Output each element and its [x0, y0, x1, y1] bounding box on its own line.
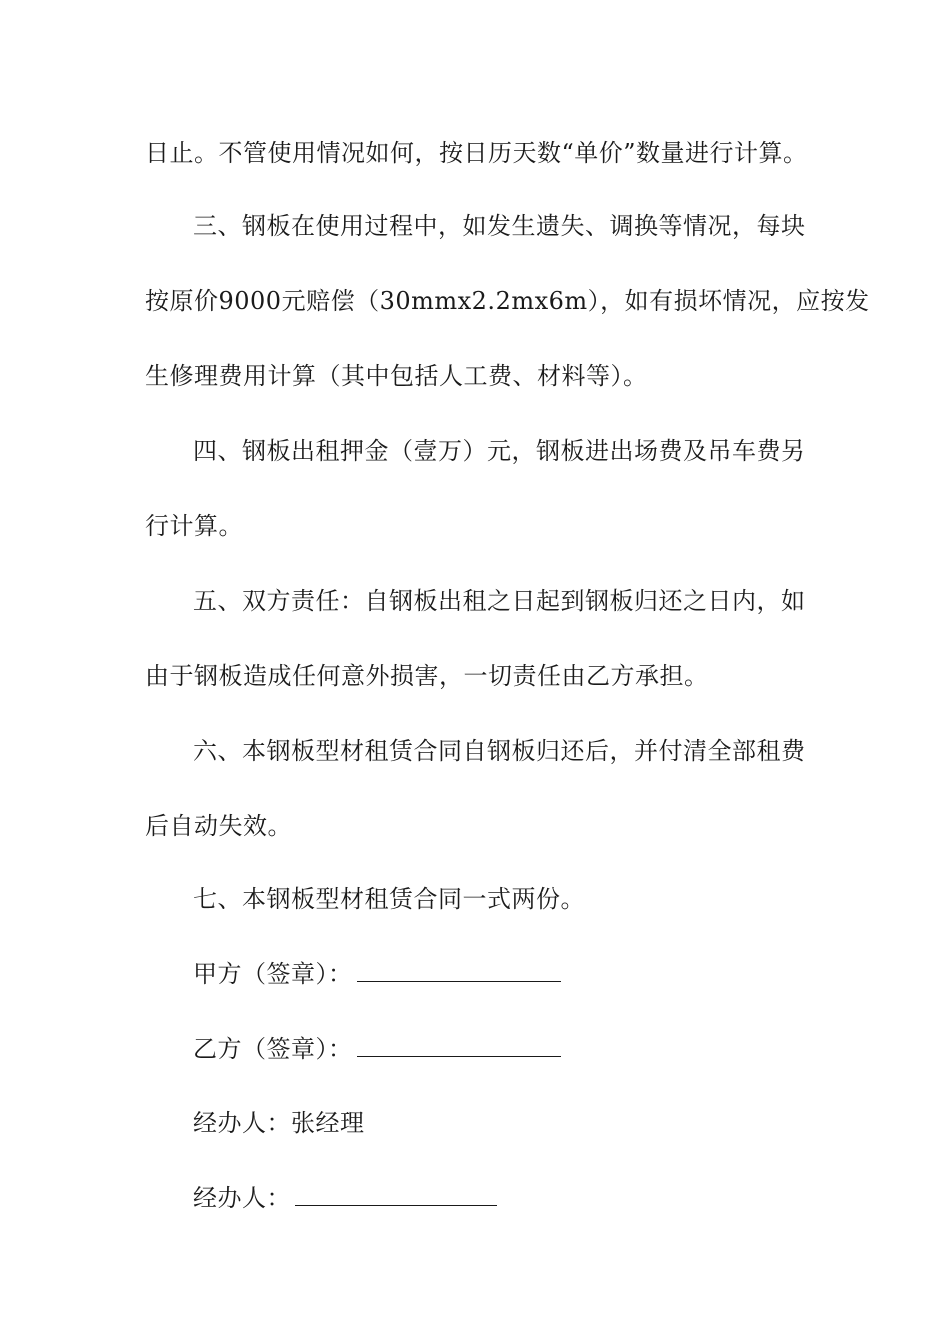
clause-5-line-1: 五、双方责任：自钢板出租之日起到钢板归还之日内，如 [193, 587, 806, 615]
handler-2-signature-blank[interactable] [295, 1183, 497, 1206]
clause-6-line-1: 六、本钢板型材租赁合同自钢板归还后，并付清全部租费 [193, 737, 806, 765]
paragraph-line: 日止。不管使用情况如何，按日历天数“单价”数量进行计算。 [145, 139, 808, 167]
party-a-signature-blank[interactable] [357, 959, 561, 982]
clause-3-line-2: 按原价9000元赔偿（30mmx2.2mx6m），如有损坏情况，应按发 [145, 287, 870, 315]
clause-4-line-2: 行计算。 [145, 512, 243, 540]
party-a-label: 甲方（签章）： [193, 960, 353, 988]
clause-4-line-1: 四、钢板出租押金（壹万）元，钢板进出场费及吊车费另 [193, 437, 806, 465]
handler-1-row [193, 1108, 365, 1138]
party-b-signature-blank[interactable] [357, 1034, 561, 1057]
party-b-signature-row [193, 1034, 561, 1064]
handler-1-name: 张经理 [291, 1109, 365, 1137]
party-b-label: 乙方（签章）： [193, 1035, 353, 1063]
clause-3-line-1: 三、钢板在使用过程中，如发生遗失、调换等情况，每块 [193, 212, 806, 240]
party-a-signature-row [193, 959, 561, 989]
handler-1-label: 经办人： [193, 1109, 291, 1137]
clause-6-line-2: 后自动失效。 [145, 812, 292, 840]
clause-5-line-2: 由于钢板造成任何意外损害，一切责任由乙方承担。 [145, 662, 709, 690]
handler-2-row [193, 1183, 497, 1213]
handler-2-label: 经办人： [193, 1184, 291, 1212]
clause-3-line-3: 生修理费用计算（其中包括人工费、材料等）。 [145, 362, 648, 390]
clause-7-line: 七、本钢板型材租赁合同一式两份。 [193, 885, 585, 913]
